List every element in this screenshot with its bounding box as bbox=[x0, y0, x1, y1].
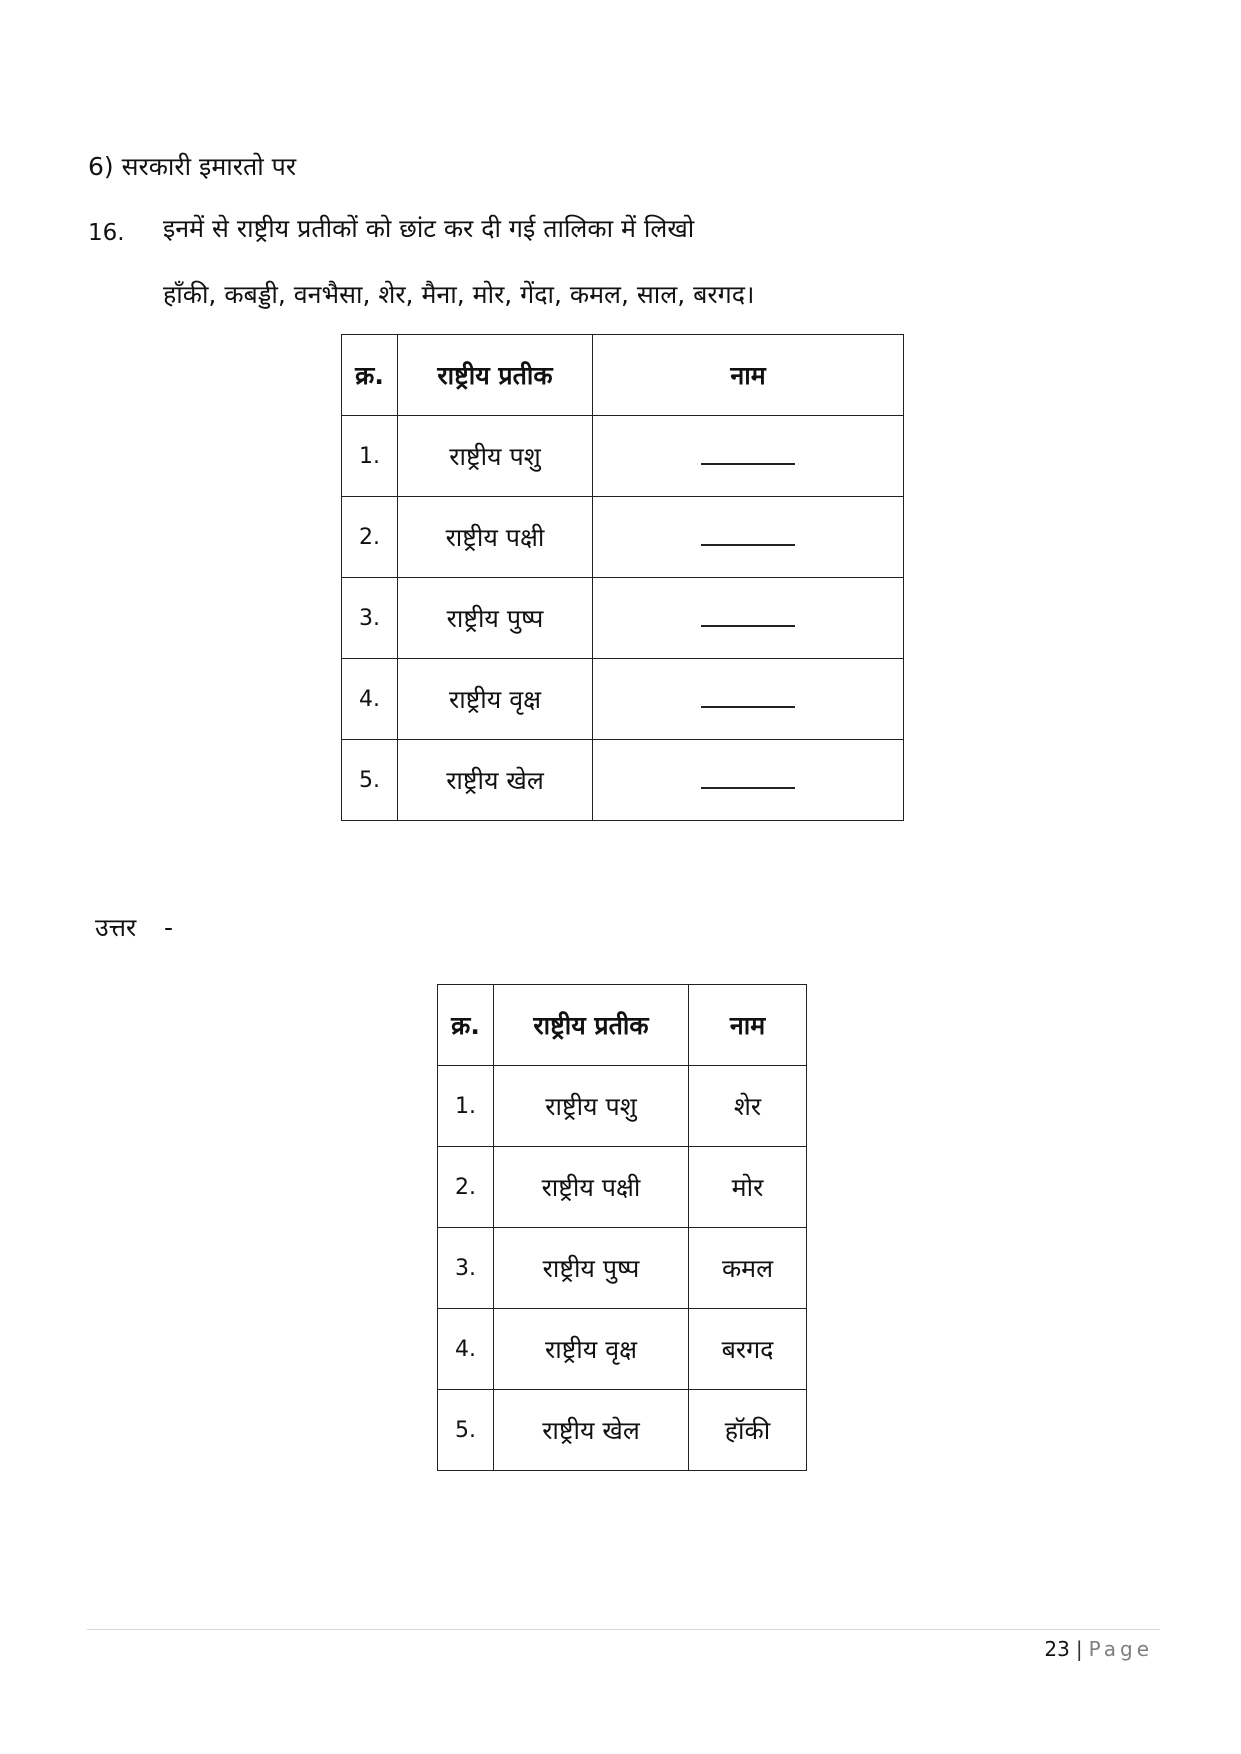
answer-blank-line bbox=[701, 773, 795, 789]
row-symbol: राष्ट्रीय वृक्ष bbox=[494, 1309, 689, 1390]
row-symbol: राष्ट्रीय पुष्प bbox=[494, 1228, 689, 1309]
row-sr: 4. bbox=[438, 1309, 494, 1390]
header-name: नाम bbox=[593, 335, 904, 416]
row-symbol: राष्ट्रीय पक्षी bbox=[494, 1147, 689, 1228]
question-number: 16. bbox=[88, 220, 125, 246]
table-row bbox=[438, 1147, 807, 1228]
row-name: कमल bbox=[689, 1228, 807, 1309]
header-sr: क्र. bbox=[342, 335, 398, 416]
table-row bbox=[342, 497, 904, 578]
row-sr: 3. bbox=[438, 1228, 494, 1309]
question-text: इनमें से राष्ट्रीय प्रतीकों को छांट कर दी गई तालिका में लिखो bbox=[163, 214, 695, 243]
table-row bbox=[342, 578, 904, 659]
row-blank[interactable] bbox=[593, 659, 904, 740]
row-symbol: राष्ट्रीय खेल bbox=[494, 1390, 689, 1471]
header-symbol: राष्ट्रीय प्रतीक bbox=[398, 335, 593, 416]
table-header-row bbox=[438, 985, 807, 1066]
question-table bbox=[341, 334, 904, 821]
answer-blank-line bbox=[701, 692, 795, 708]
row-sr: 5. bbox=[342, 740, 398, 821]
row-sr: 4. bbox=[342, 659, 398, 740]
table-row bbox=[438, 1390, 807, 1471]
table-row bbox=[438, 1228, 807, 1309]
row-symbol: राष्ट्रीय पुष्प bbox=[398, 578, 593, 659]
table-row bbox=[342, 416, 904, 497]
row-symbol: राष्ट्रीय वृक्ष bbox=[398, 659, 593, 740]
row-sr: 1. bbox=[342, 416, 398, 497]
answer-blank-line bbox=[701, 530, 795, 546]
answer-label: उत्तर bbox=[95, 913, 137, 942]
row-symbol: राष्ट्रीय पक्षी bbox=[398, 497, 593, 578]
row-sr: 5. bbox=[438, 1390, 494, 1471]
header-symbol: राष्ट्रीय प्रतीक bbox=[494, 985, 689, 1066]
header-name: नाम bbox=[689, 985, 807, 1066]
row-sr: 2. bbox=[342, 497, 398, 578]
row-name: शेर bbox=[689, 1066, 807, 1147]
page-label: Page bbox=[1088, 1637, 1153, 1661]
table-header-row bbox=[342, 335, 904, 416]
row-blank[interactable] bbox=[593, 416, 904, 497]
row-sr: 2. bbox=[438, 1147, 494, 1228]
answer-blank-line bbox=[701, 449, 795, 465]
header-sr: क्र. bbox=[438, 985, 494, 1066]
table-row bbox=[438, 1309, 807, 1390]
row-blank[interactable] bbox=[593, 497, 904, 578]
table-row bbox=[438, 1066, 807, 1147]
footer-divider bbox=[87, 1629, 1160, 1630]
page-footer bbox=[1044, 1636, 1153, 1662]
row-symbol: राष्ट्रीय पशु bbox=[398, 416, 593, 497]
table-row bbox=[342, 659, 904, 740]
row-symbol: राष्ट्रीय खेल bbox=[398, 740, 593, 821]
row-name: हॉकी bbox=[689, 1390, 807, 1471]
row-symbol: राष्ट्रीय पशु bbox=[494, 1066, 689, 1147]
row-sr: 1. bbox=[438, 1066, 494, 1147]
row-blank[interactable] bbox=[593, 578, 904, 659]
answer-blank-line bbox=[701, 611, 795, 627]
footer-separator: | bbox=[1075, 1637, 1083, 1661]
answer-table bbox=[437, 984, 807, 1471]
page-number: 23 bbox=[1044, 1637, 1070, 1661]
row-name: बरगद bbox=[689, 1309, 807, 1390]
row-sr: 3. bbox=[342, 578, 398, 659]
row-name: मोर bbox=[689, 1147, 807, 1228]
row-blank[interactable] bbox=[593, 740, 904, 821]
list-item-6: 6) सरकारी इमारतो पर bbox=[88, 152, 297, 181]
question-options: हाँकी, कबड्डी, वनभैसा, शेर, मैना, मोर, गेंदा, कमल, साल, बरगद। bbox=[163, 280, 755, 309]
table-row bbox=[342, 740, 904, 821]
answer-dash: - bbox=[164, 913, 174, 942]
